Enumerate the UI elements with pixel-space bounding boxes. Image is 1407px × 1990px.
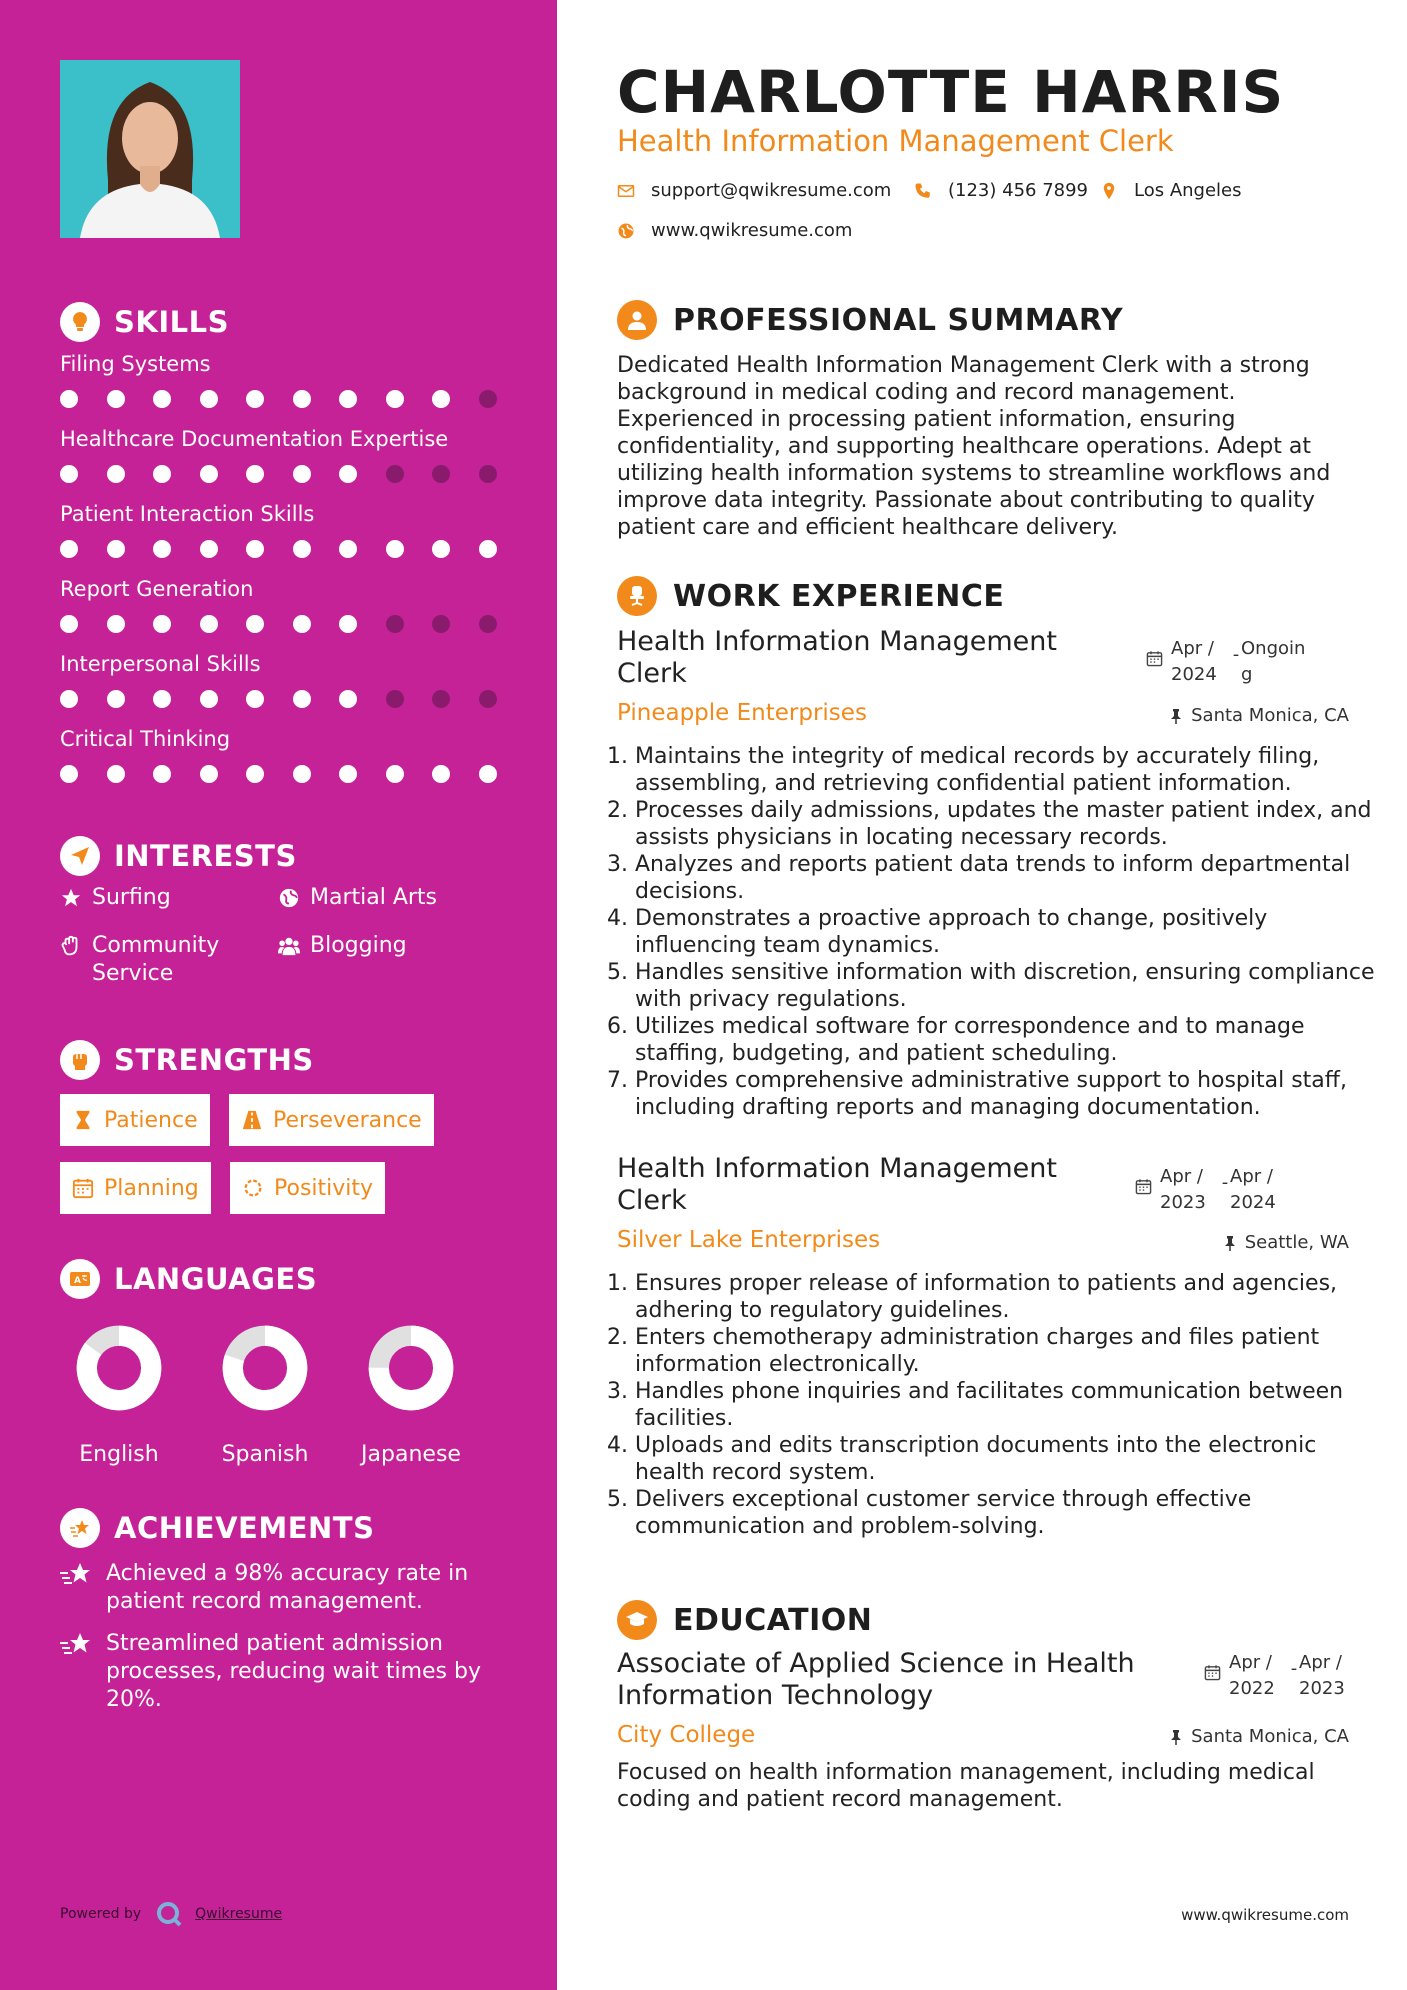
envelope-icon: [617, 182, 635, 200]
pushpin-icon: [1223, 1235, 1237, 1251]
skill-dot-filled: [153, 765, 171, 783]
list-item: 4. Demonstrates a proactive approach to change, positively influencing team dynamics.: [635, 905, 1375, 959]
interests-heading: INTERESTS: [60, 836, 297, 876]
skill-dot-filled: [339, 465, 357, 483]
skill-label: Critical Thinking: [60, 727, 231, 751]
contact-location: Los Angeles: [1100, 180, 1242, 201]
job-end-date: Ongoin g: [1241, 638, 1306, 685]
skill-dot-filled: [386, 390, 404, 408]
list-item: 3. Analyzes and reports patient data trends to inform departmental decisions.: [635, 851, 1375, 905]
language-item: [200, 1322, 330, 1467]
job-location: Seattle, WA: [1223, 1232, 1349, 1253]
pushpin-icon: [1169, 708, 1183, 724]
qwikresume-link[interactable]: Qwikresume: [195, 1906, 283, 1922]
strengths-heading: STRENGTHS: [60, 1040, 314, 1080]
skill-rating: [60, 390, 525, 408]
job-title: Health Information Management Clerk: [617, 626, 1057, 689]
users-icon: [278, 935, 300, 957]
interest-item: Martial Arts: [278, 884, 437, 912]
candidate-name: CHARLOTTE HARRIS: [617, 58, 1285, 126]
language-item: [346, 1322, 476, 1467]
skill-dot-filled: [339, 765, 357, 783]
star-icon: [60, 887, 82, 909]
education-description: Focused on health information management, including medical coding and patient record management.: [617, 1760, 1315, 1812]
spinner-icon: [242, 1177, 264, 1199]
strength-badge: Perseverance: [229, 1094, 434, 1146]
skill-dot-filled: [293, 390, 311, 408]
skill-dot-empty: [479, 690, 497, 708]
calendar-icon: [1135, 1178, 1152, 1195]
hourglass-icon: [72, 1109, 94, 1131]
phone-icon: [914, 182, 932, 200]
skill-dot-filled: [293, 765, 311, 783]
skill-dot-filled: [200, 690, 218, 708]
skill-dot-filled: [107, 690, 125, 708]
skill-dot-filled: [107, 465, 125, 483]
list-item: 2. Enters chemotherapy administration charges and files patient information electronically.: [635, 1324, 1375, 1378]
skill-rating: [60, 465, 525, 483]
skill-rating: [60, 615, 525, 633]
language-item: [54, 1322, 184, 1467]
footer-website[interactable]: www.qwikresume.com: [1181, 1906, 1349, 1924]
job-company: Pineapple Enterprises: [617, 700, 867, 726]
skill-dot-filled: [246, 390, 264, 408]
map-pin-icon: [1100, 182, 1118, 200]
svg-text:A: A: [74, 1276, 82, 1286]
work-heading: WORK EXPERIENCE: [617, 576, 1004, 616]
education-heading: EDUCATION: [617, 1600, 872, 1640]
pushpin-icon: [1169, 1729, 1183, 1745]
list-item: 1. Ensures proper release of information to patients and agencies, adhering to regulatory guidelines.: [635, 1270, 1375, 1324]
job-responsibilities: [617, 743, 1375, 1121]
achievement-item: Streamlined patient admission processes, reducing wait times by 20%.: [60, 1630, 500, 1714]
candidate-role: Health Information Management Clerk: [617, 124, 1174, 158]
skills-heading: SKILLS: [60, 302, 229, 342]
skill-dot-filled: [293, 690, 311, 708]
skill-dot-filled: [153, 390, 171, 408]
skill-dot-filled: [339, 690, 357, 708]
shooting-star-icon: [60, 1562, 92, 1588]
user-icon: [617, 300, 657, 340]
job-start-date: Apr / 2024: [1171, 638, 1217, 685]
summary-heading: PROFESSIONAL SUMMARY: [617, 300, 1123, 340]
calendar-icon: [1204, 1664, 1221, 1681]
skill-dot-filled: [153, 540, 171, 558]
sidebar: [0, 0, 557, 1990]
job-end-date: Apr / 2024: [1230, 1166, 1276, 1213]
skill-dot-filled: [200, 465, 218, 483]
globe-icon: [617, 222, 635, 240]
fist-icon: [60, 1040, 100, 1080]
skill-dot-filled: [293, 540, 311, 558]
skill-dot-filled: [107, 765, 125, 783]
skill-dot-filled: [107, 540, 125, 558]
skill-dot-filled: [432, 540, 450, 558]
list-item: 6. Utilizes medical software for correspondence and to manage staffing, budgeting, and patient scheduling.: [635, 1013, 1375, 1067]
shooting-star-icon: [60, 1632, 92, 1658]
summary-text: Dedicated Health Information Management Clerk with a strong background in medical coding and record management. Experienced in processing patient information, ensuring confidentiality, and supporting healthcare operations. Adept at utilizing health information systems to streamline workflows and improve data integrity. Passionate about contributing to quality patient care and efficient healthcare delivery.: [617, 353, 1331, 540]
skill-rating: [60, 690, 525, 708]
education-start-date: Apr / 2022: [1229, 1652, 1275, 1699]
languages-heading: A LANGUAGES: [60, 1259, 317, 1299]
list-item: 5. Handles sensitive information with discretion, ensuring compliance with privacy regulations.: [635, 959, 1375, 1013]
skill-label: Healthcare Documentation Expertise: [60, 427, 449, 451]
skill-dot-filled: [246, 765, 264, 783]
job-dates: Apr / 2024 - Ongoin g: [1146, 636, 1311, 688]
skill-dot-filled: [200, 765, 218, 783]
list-item: 3. Handles phone inquiries and facilitates communication between facilities.: [635, 1378, 1375, 1432]
skill-dot-filled: [432, 765, 450, 783]
skill-dot-filled: [479, 540, 497, 558]
interest-item: Surfing: [60, 884, 171, 912]
strength-badge: Positivity: [230, 1162, 385, 1214]
strength-badge: Planning: [60, 1162, 211, 1214]
qwikresume-logo-icon: [155, 1900, 183, 1928]
skill-rating: [60, 765, 525, 783]
powered-by: Powered by Qwikresume: [60, 1900, 282, 1928]
skill-dot-empty: [479, 615, 497, 633]
skill-dot-empty: [432, 690, 450, 708]
language-proficiency-ring: [365, 1322, 457, 1414]
skill-label: Interpersonal Skills: [60, 652, 261, 676]
job-company: Silver Lake Enterprises: [617, 1227, 881, 1253]
contact-email[interactable]: support@qwikresume.com: [617, 180, 891, 201]
contact-phone[interactable]: (123) 456 7899: [914, 180, 1088, 201]
language-name: Japanese: [361, 1442, 461, 1467]
skill-dot-filled: [200, 540, 218, 558]
skill-dot-filled: [60, 465, 78, 483]
skill-dot-empty: [386, 615, 404, 633]
skill-dot-filled: [386, 540, 404, 558]
skill-dot-empty: [479, 465, 497, 483]
skill-dot-filled: [246, 690, 264, 708]
lightbulb-icon: [60, 302, 100, 342]
achievement-item: Achieved a 98% accuracy rate in patient record management.: [60, 1560, 500, 1616]
globe-icon: [278, 887, 300, 909]
contact-website[interactable]: www.qwikresume.com: [617, 220, 852, 241]
education-location: Santa Monica, CA: [1169, 1726, 1349, 1747]
skill-rating: [60, 540, 525, 558]
skill-dot-filled: [200, 615, 218, 633]
list-item: 1. Maintains the integrity of medical records by accurately filing, assembling, and retrieving confidential patient information.: [635, 743, 1375, 797]
education-dates: Apr / 2022 - Apr / 2023: [1204, 1650, 1359, 1702]
skill-dot-filled: [60, 615, 78, 633]
skill-dot-filled: [153, 465, 171, 483]
skill-dot-filled: [107, 615, 125, 633]
skill-dot-filled: [60, 765, 78, 783]
skill-dot-filled: [432, 390, 450, 408]
skill-dot-filled: [293, 615, 311, 633]
skill-dot-filled: [339, 390, 357, 408]
calendar-icon: [1146, 650, 1163, 667]
education-end-date: Apr / 2023: [1299, 1652, 1345, 1699]
job-location: Santa Monica, CA: [1169, 705, 1349, 726]
skill-dot-filled: [339, 615, 357, 633]
paper-plane-icon: [60, 836, 100, 876]
job-dates: Apr / 2023 - Apr / 2024: [1135, 1164, 1290, 1216]
interest-item: Community Service: [60, 932, 260, 988]
skill-dot-empty: [386, 465, 404, 483]
skill-dot-filled: [107, 390, 125, 408]
skill-dot-filled: [153, 690, 171, 708]
skill-label: Patient Interaction Skills: [60, 502, 315, 526]
language-icon: [60, 1259, 100, 1299]
job-responsibilities: [617, 1270, 1375, 1540]
list-item: 5. Delivers exceptional customer service through effective communication and problem-solving.: [635, 1486, 1375, 1540]
skill-dot-filled: [293, 465, 311, 483]
skill-dot-filled: [153, 615, 171, 633]
skill-dot-filled: [60, 390, 78, 408]
list-item: 2. Processes daily admissions, updates the master patient index, and assists physicians in locating necessary records.: [635, 797, 1375, 851]
skill-dot-filled: [246, 465, 264, 483]
interest-item: Blogging: [278, 932, 407, 960]
job-title: Health Information Management Clerk: [617, 1153, 1057, 1216]
skill-dot-filled: [386, 765, 404, 783]
achievements-heading: ACHIEVEMENTS: [60, 1508, 374, 1548]
skill-dot-empty: [432, 465, 450, 483]
hand-icon: [60, 935, 82, 957]
language-proficiency-ring: [219, 1322, 311, 1414]
job-start-date: Apr / 2023: [1160, 1166, 1206, 1213]
skill-dot-filled: [479, 765, 497, 783]
skill-label: Filing Systems: [60, 352, 211, 376]
education-school: City College: [617, 1722, 756, 1748]
road-icon: [241, 1109, 263, 1131]
skill-dot-empty: [432, 615, 450, 633]
graduation-cap-icon: [617, 1600, 657, 1640]
skill-dot-filled: [60, 690, 78, 708]
skill-dot-empty: [479, 390, 497, 408]
language-proficiency-ring: [73, 1322, 165, 1414]
strength-badge: Patience: [60, 1094, 210, 1146]
skill-dot-filled: [246, 615, 264, 633]
skill-dot-empty: [386, 690, 404, 708]
list-item: 4. Uploads and edits transcription documents into the electronic health record system.: [635, 1432, 1375, 1486]
list-item: 7. Provides comprehensive administrative support to hospital staff, including drafting reports and managing documentation.: [635, 1067, 1375, 1121]
skill-dot-filled: [200, 390, 218, 408]
profile-photo: [60, 60, 240, 238]
office-chair-icon: [617, 576, 657, 616]
skill-dot-filled: [339, 540, 357, 558]
language-name: Spanish: [221, 1442, 309, 1467]
skill-label: Report Generation: [60, 577, 254, 601]
calendar-icon: [72, 1177, 94, 1199]
shooting-star-icon: [60, 1508, 100, 1548]
skill-dot-filled: [60, 540, 78, 558]
language-name: English: [79, 1442, 159, 1467]
education-degree: Associate of Applied Science in Health Information Technology: [617, 1648, 1135, 1711]
skill-dot-filled: [246, 540, 264, 558]
